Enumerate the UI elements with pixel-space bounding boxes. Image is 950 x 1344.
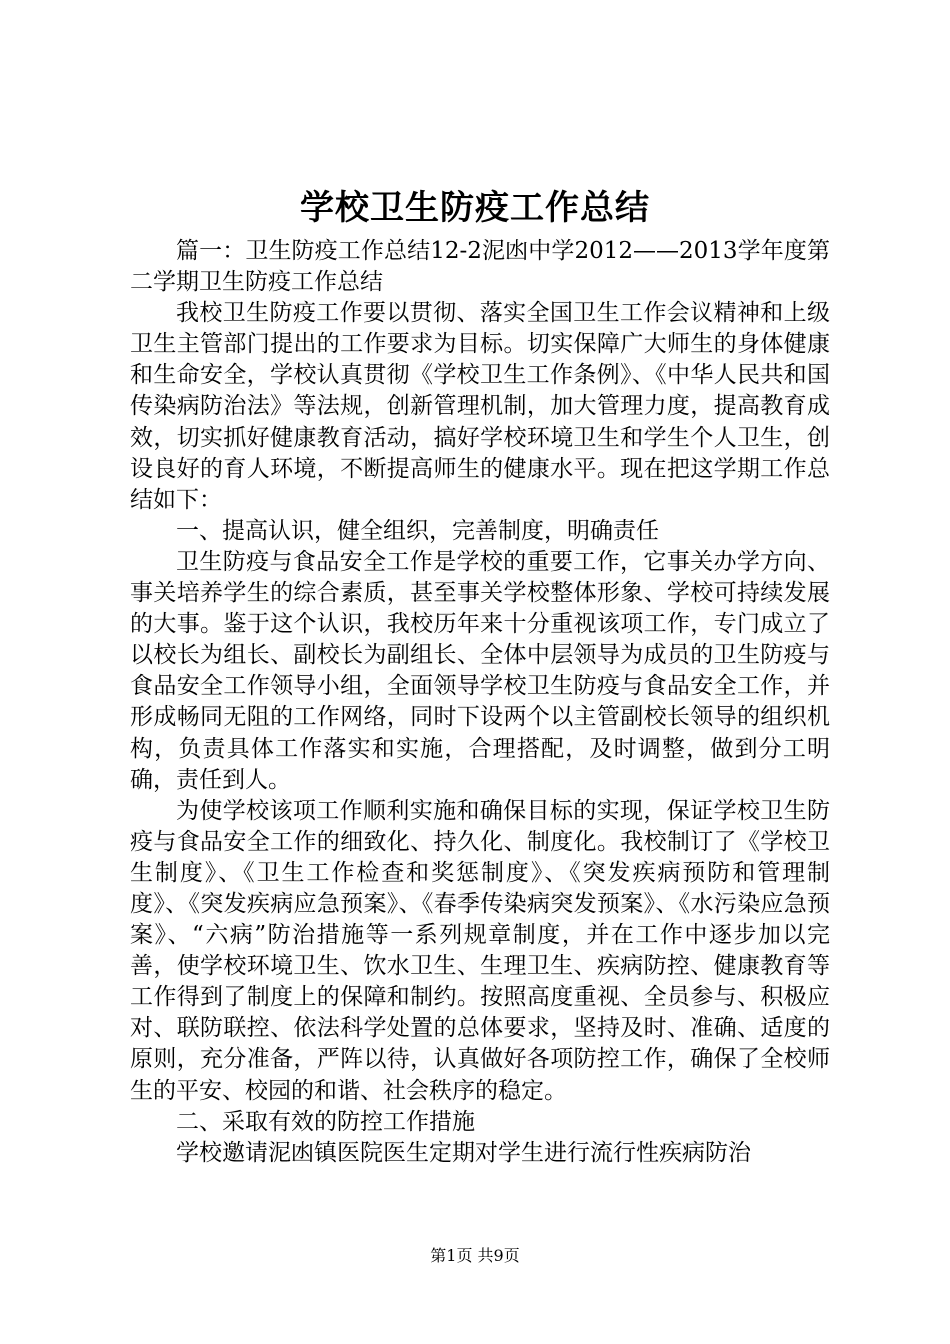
document-body xyxy=(130,236,830,1169)
paragraph-measures: 学校邀请泥凼镇医院医生定期对学生进行流行性疾病防治 xyxy=(176,1139,751,1166)
paragraph-organization: 卫生防疫与食品安全工作是学校的重要工作，它事关办学方向、事关培养学生的综合素质，甚至事关学校整体形象、学校可持续发展的大事。鉴于这个认识，我校历年来十分重视该项工作，专门成立了以校长为组长、副校长为副组长、全体中层领导为成员的卫生防疫与食品安全工作领导小组，全面领导学校卫生防疫与食品安全工作，并形成畅同无阻的工作网络，同时下设两个以主管副校长领导的组织机构，负责具体工作落实和实施，合理搭配，及时调整，做到分工明确，责任到人。 xyxy=(130,548,830,793)
paragraph-heading-intro: 篇一：卫生防疫工作总结12-2泥凼中学2012——2013学年度第二学期卫生防疫工作总结 xyxy=(130,238,830,296)
paragraph-overview: 我校卫生防疫工作要以贯彻、落实全国卫生工作会议精神和上级卫生主管部门提出的工作要求为目标。切实保障广大师生的身体健康和生命安全，学校认真贯彻《学校卫生工作条例》、《中华人民共和国传染病防治法》等法规，创新管理机制，加大管理力度，提高教育成效，切实抓好健康教育活动，搞好学校环境卫生和学生个人卫生，创设良好的育人环境，不断提高师生的健康水平。现在把这学期工作总结如下： xyxy=(130,300,830,513)
page-footer: 第1页 共9页 xyxy=(430,1246,520,1265)
paragraph-regulations: 为使学校该项工作顺利实施和确保目标的实现，保证学校卫生防疫与食品安全工作的细致化、持久化、制度化。我校制订了《学校卫生制度》、《卫生工作检查和奖惩制度》、《突发疾病预防和管理制度》、《突发疾病应急预案》、《春季传染病突发预案》、《水污染应急预案》、“六病”防治措施等一系列规章制度，并在工作中逐步加以完善，使学校环境卫生、饮水卫生、生理卫生、疾病防控、健康教育等工作得到了制度上的保障和制约。按照高度重视、全员参与、积极应对、联防联控、依法科学处置的总体要求，坚持及时、准确、适度的原则，充分准备，严阵以待，认真做好各项防控工作，确保了全校师生的平安、校园的和谐、社会秩序的稳定。 xyxy=(130,797,830,1104)
section-heading-1: 一、提高认识，健全组织，完善制度，明确责任 xyxy=(176,517,659,544)
section-heading-2: 二、采取有效的防控工作措施 xyxy=(176,1108,475,1135)
document-title: 学校卫生防疫工作总结 xyxy=(300,188,650,228)
